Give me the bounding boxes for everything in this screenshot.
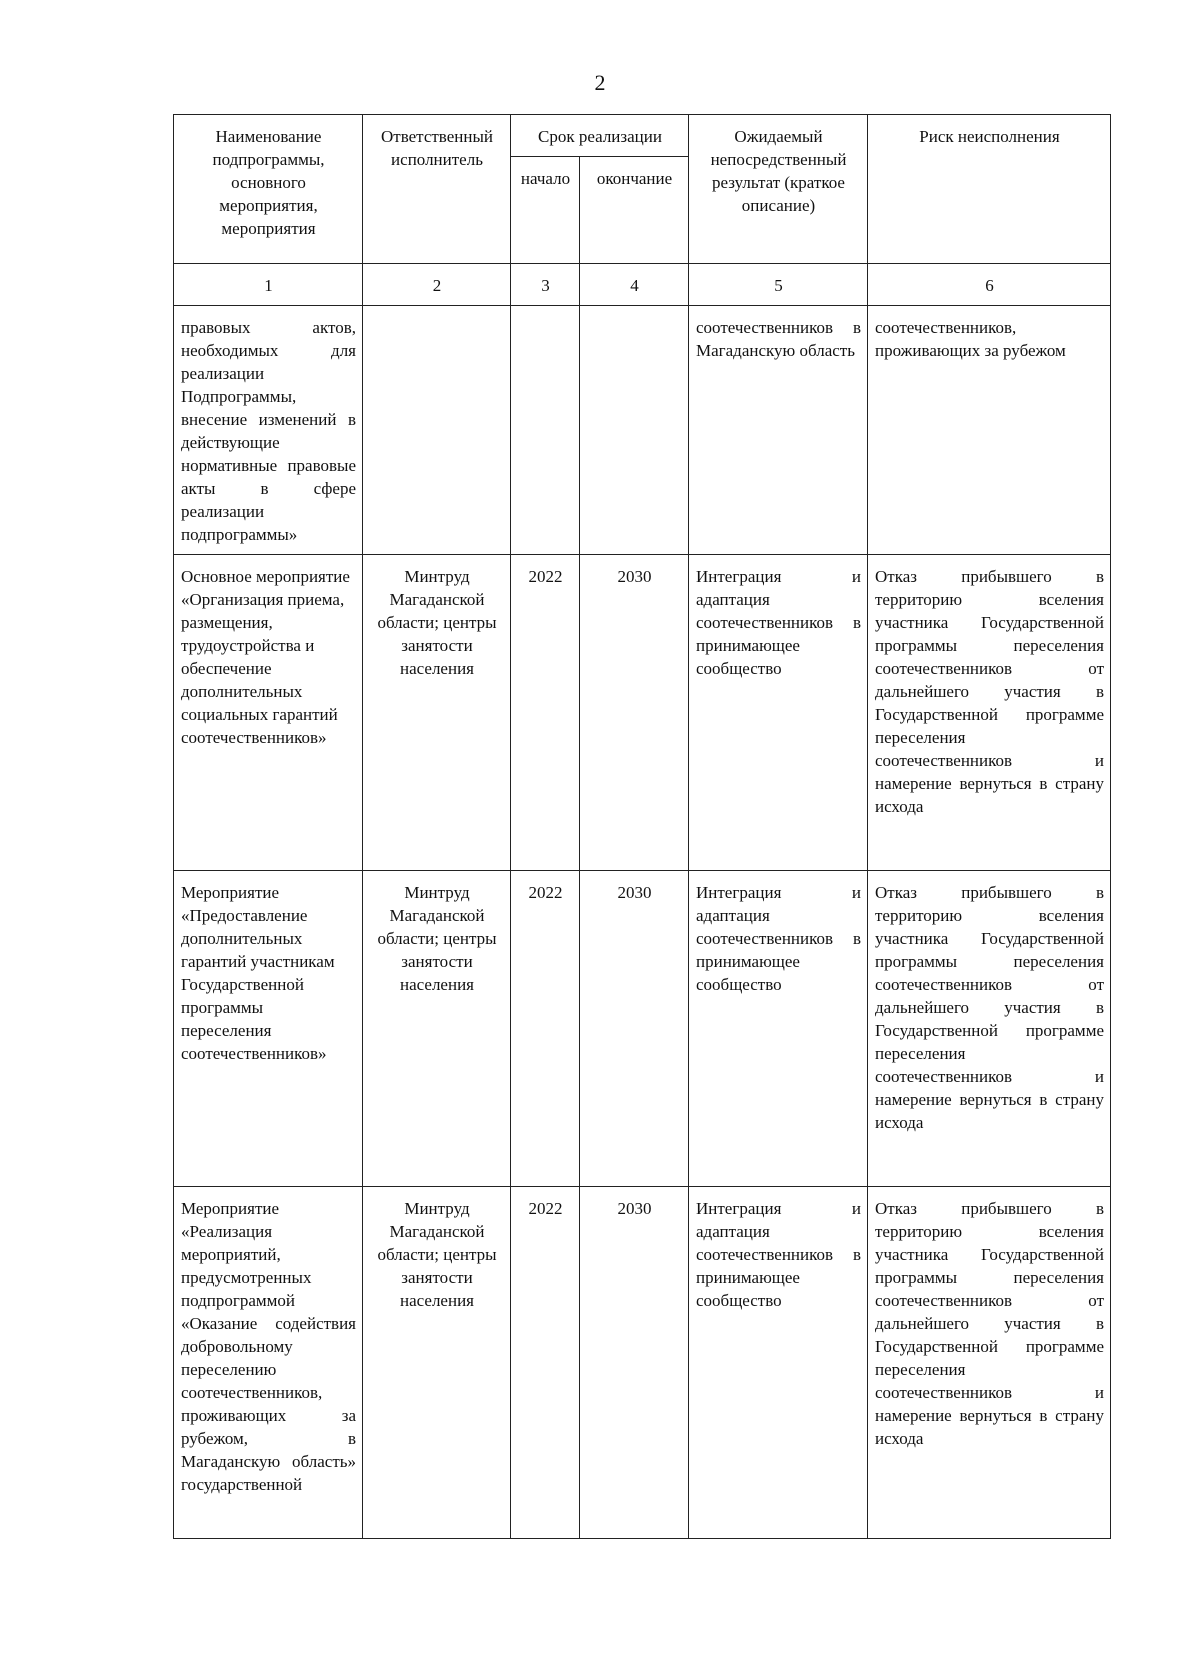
header-end: окончание (580, 157, 689, 264)
cell-risk: Отказ прибывшего в территорию вселения участника Государственной программы переселения соотечественников от дальнейшего участия в Государственной программе переселения соотечественников и намерение вернуться в страну исхода (868, 1187, 1111, 1539)
cell-start: 2022 (511, 871, 580, 1187)
column-number: 5 (689, 264, 868, 306)
cell-risk: Отказ прибывшего в территорию вселения участника Государственной программы переселения соотечественников от дальнейшего участия в Государственной программе переселения соотечественников и намерение вернуться в страну исхода (868, 871, 1111, 1187)
table-row (174, 1187, 1111, 1539)
cell-name: Мероприятие «Реализация мероприятий, предусмотренных подпрограммой «Оказание содействия добровольному переселению соотечественников, проживающих за рубежом, в Магаданскую область» государственной (174, 1187, 363, 1539)
column-number-row (174, 264, 1111, 306)
column-number: 1 (174, 264, 363, 306)
header-executor: Ответственный исполнитель (363, 115, 511, 264)
cell-executor (363, 306, 511, 555)
column-number: 6 (868, 264, 1111, 306)
column-number: 2 (363, 264, 511, 306)
cell-start: 2022 (511, 555, 580, 871)
cell-end (580, 306, 689, 555)
header-start: начало (511, 157, 580, 264)
table-row (174, 306, 1111, 555)
header-name: Наименование подпрограммы, основного мероприятия, мероприятия (174, 115, 363, 264)
column-number: 3 (511, 264, 580, 306)
cell-result: Интеграция и адаптация соотечественников в принимающее сообщество (689, 871, 868, 1187)
cell-result: Интеграция и адаптация соотечественников в принимающее сообщество (689, 1187, 868, 1539)
cell-name: Основное мероприятие «Организация приема, размещения, трудоустройства и обеспечение дополнительных социальных гарантий соотечественников» (174, 555, 363, 871)
header-risk: Риск неисполнения (868, 115, 1111, 264)
cell-risk: соотечественников, проживающих за рубежом (868, 306, 1111, 555)
cell-result: соотечественников в Магаданскую область (689, 306, 868, 555)
column-number: 4 (580, 264, 689, 306)
program-table (173, 114, 1111, 1539)
cell-executor: Минтруд Магаданской области; центры занятости населения (363, 871, 511, 1187)
cell-start (511, 306, 580, 555)
cell-risk: Отказ прибывшего в территорию вселения участника Государственной программы переселения соотечественников от дальнейшего участия в Государственной программе переселения соотечественников и намерение вернуться в страну исхода (868, 555, 1111, 871)
table-row (174, 871, 1111, 1187)
cell-end: 2030 (580, 1187, 689, 1539)
cell-end: 2030 (580, 555, 689, 871)
cell-name: правовых актов, необходимых для реализации Подпрограммы, внесение изменений в действующие нормативные правовые акты в сфере реализации подпрограммы» (174, 306, 363, 555)
table-header-row (174, 115, 1111, 157)
cell-executor: Минтруд Магаданской области; центры занятости населения (363, 1187, 511, 1539)
cell-end: 2030 (580, 871, 689, 1187)
header-result: Ожидаемый непосредственный результат (краткое описание) (689, 115, 868, 264)
cell-executor: Минтруд Магаданской области; центры занятости населения (363, 555, 511, 871)
table-row (174, 555, 1111, 871)
cell-start: 2022 (511, 1187, 580, 1539)
header-period: Срок реализации (511, 115, 689, 157)
cell-result: Интеграция и адаптация соотечественников в принимающее сообщество (689, 555, 868, 871)
cell-name: Мероприятие «Предоставление дополнительных гарантий участникам Государственной программы переселения соотечественников» (174, 871, 363, 1187)
page-number: 2 (594, 70, 606, 95)
